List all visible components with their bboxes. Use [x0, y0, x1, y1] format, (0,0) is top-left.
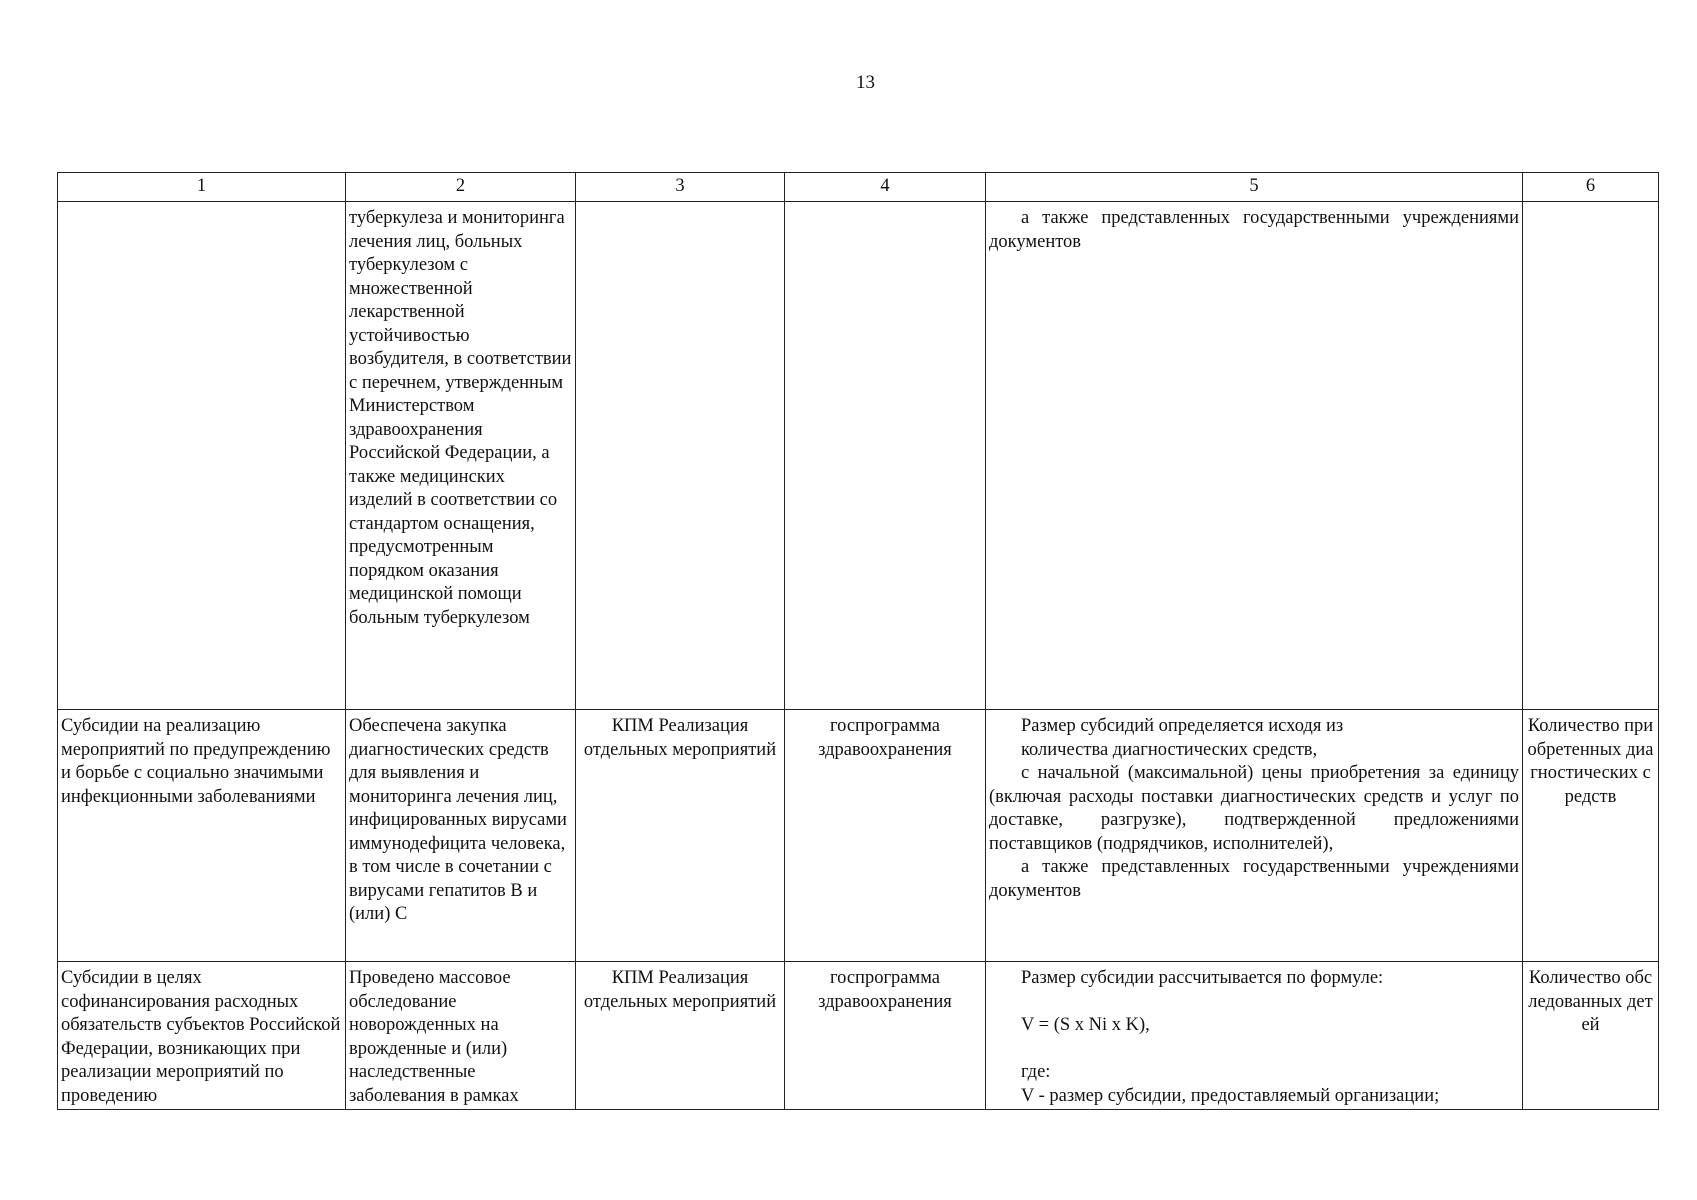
- cell-indicator: Количество приобретенных диагностических средств: [1523, 710, 1659, 962]
- cell-subsidy-name: [58, 202, 346, 710]
- calculation-text: V - размер субсидии, предоставляемый организации;: [1021, 1085, 1440, 1106]
- cell-calculation: [986, 962, 1523, 1110]
- cell-result: Обеспечена закупка диагностических средств для выявления и мониторинга лечения лиц, инфицированных вирусами иммунодефицита человека, в том числе в сочетании с вирусами гепатитов B и (или) C: [346, 710, 576, 962]
- cell-calculation: [986, 710, 1523, 962]
- calculation-text: а также представленных государственными учреждениями документов: [989, 857, 1519, 901]
- column-header: 2: [346, 173, 576, 202]
- column-header: 6: [1523, 173, 1659, 202]
- page-number: 13: [856, 72, 875, 93]
- calculation-text: а также представленных государственными учреждениями документов: [989, 208, 1519, 252]
- calculation-text: с начальной (максимальной) цены приобретения за единицу (включая расходы поставки диагностических средств и услуг по доставке, разгрузке), подтвержденной предложениями поставщиков (подрядчиков, исполнителей),: [989, 763, 1519, 854]
- calculation-text: Размер субсидии рассчитывается по формуле:: [1021, 968, 1384, 988]
- cell-structural-element: [576, 202, 785, 710]
- cell-indicator: Количество обследованных детей: [1523, 962, 1659, 1110]
- calculation-text: количества диагностических средств,: [1021, 739, 1318, 760]
- cell-calculation: [986, 202, 1523, 710]
- cell-result: туберкулеза и мониторинга лечения лиц, больных туберкулезом с множественной лекарственной устойчивостью возбудителя, в соответствии с перечнем, утвержденным Министерством здравоохранения Российской Федерации, а также медицинских изделий в соответствии со стандартом оснащения, предусмотренным порядком оказания медицинской помощи больным туберкулезом: [346, 202, 576, 710]
- table-row: [58, 202, 1659, 710]
- column-header: 1: [58, 173, 346, 202]
- table-row: [58, 710, 1659, 962]
- cell-subsidy-name: Субсидии на реализацию мероприятий по предупреждению и борьбе с социально значимыми инфекционными заболеваниями: [58, 710, 346, 962]
- table-row: [58, 962, 1659, 1110]
- formula: V = (S x Ni x K),: [1021, 1015, 1150, 1035]
- column-header: 4: [785, 173, 986, 202]
- cell-structural-element: КПМ Реализация отдельных мероприятий: [576, 710, 785, 962]
- header-row: [58, 173, 1659, 202]
- subsidy-table: [57, 172, 1659, 1110]
- calculation-text: где:: [1021, 1062, 1051, 1082]
- cell-program: госпрограмма здравоохранения: [785, 710, 986, 962]
- cell-result: Проведено массовое обследование новорожденных на врожденные и (или) наследственные заболевания в рамках: [346, 962, 576, 1110]
- cell-program: [785, 202, 986, 710]
- column-header: 3: [576, 173, 785, 202]
- cell-subsidy-name: Субсидии в целях софинансирования расходных обязательств субъектов Российской Федерации, возникающих при реализации мероприятий по проведению: [58, 962, 346, 1110]
- column-header: 5: [986, 173, 1523, 202]
- cell-structural-element: КПМ Реализация отдельных мероприятий: [576, 962, 785, 1110]
- calculation-text: Размер субсидий определяется исходя из: [1021, 716, 1344, 736]
- cell-indicator: [1523, 202, 1659, 710]
- cell-program: госпрограмма здравоохранения: [785, 962, 986, 1110]
